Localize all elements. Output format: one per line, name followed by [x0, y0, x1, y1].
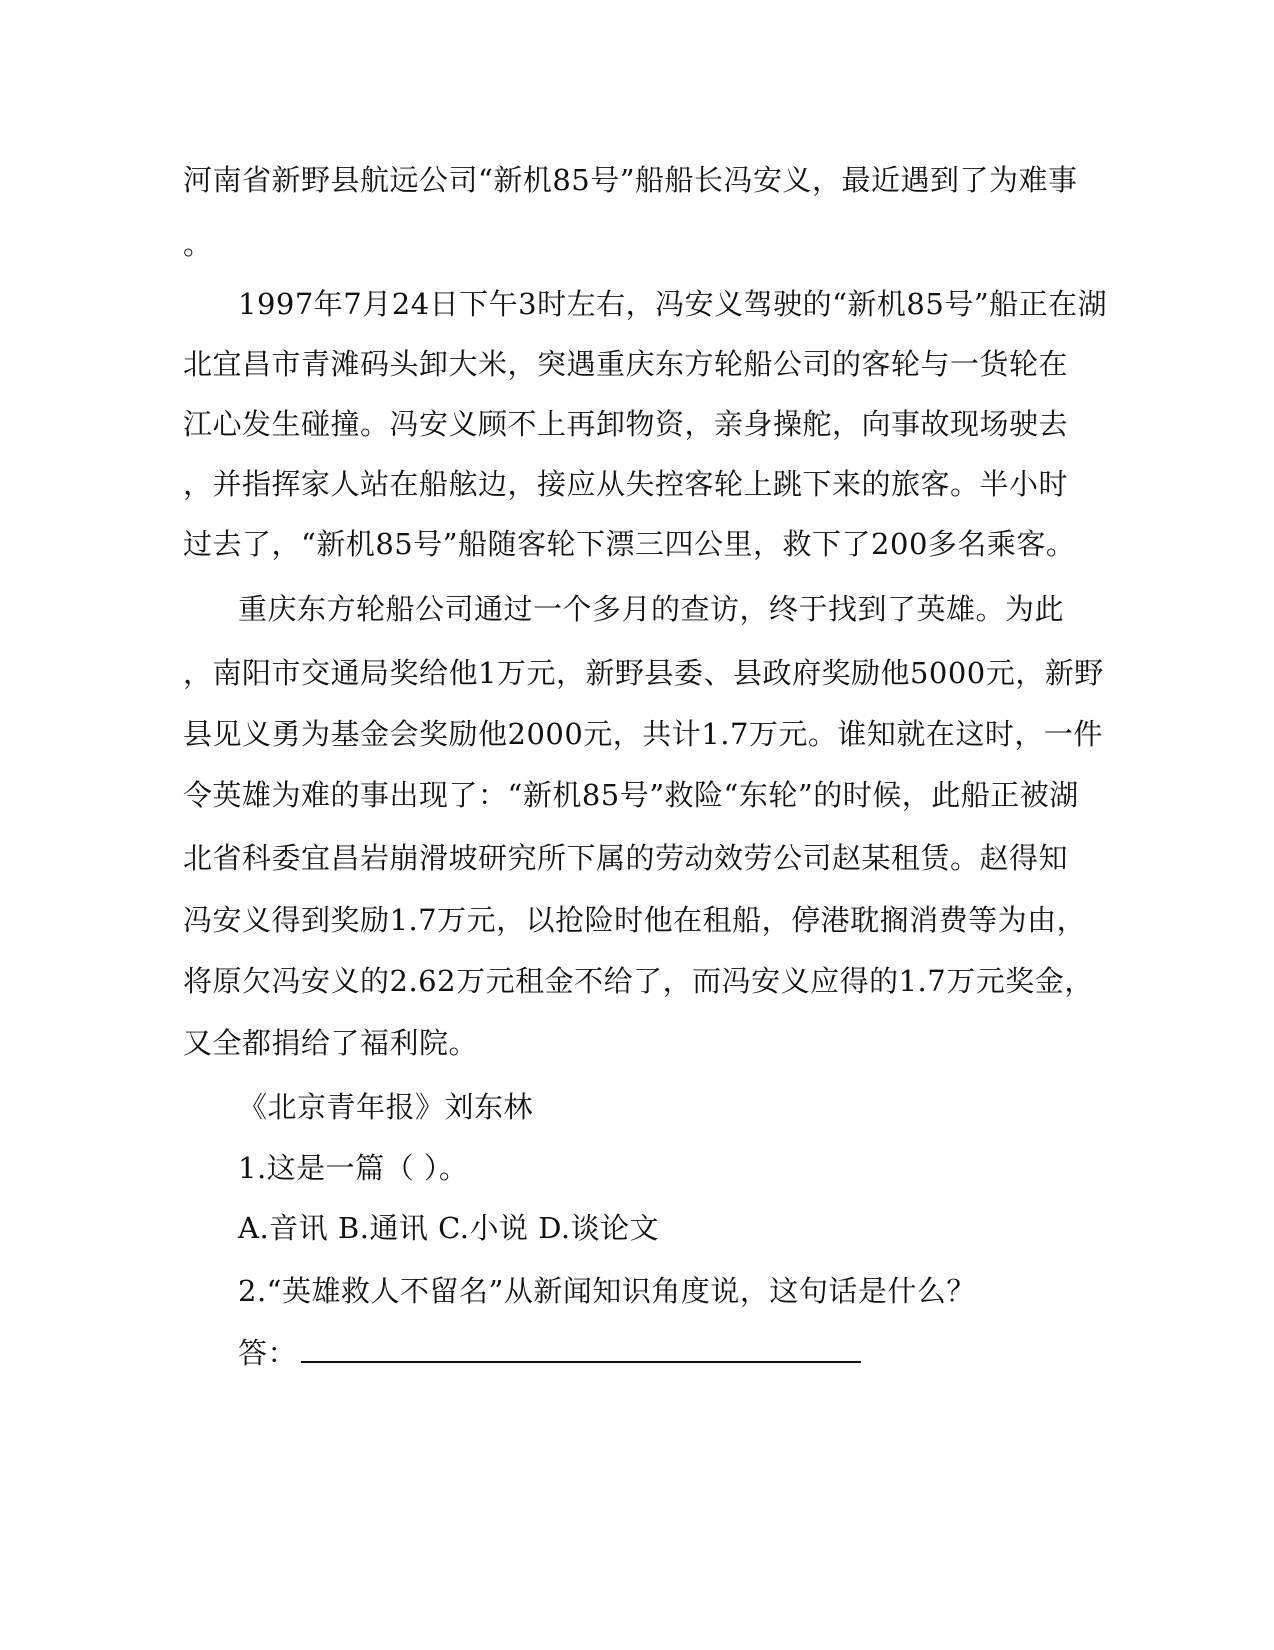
paragraph-3-line-5: 北省科委宜昌岩崩滑坡研究所下属的劳动效劳公司赵某租赁。赵得知 — [183, 841, 1069, 875]
paragraph-3-line-1: 重庆东方轮船公司通过一个多月的查访，终于找到了英雄。为此 — [238, 592, 1065, 626]
answer-label: 答： — [238, 1336, 298, 1370]
paragraph-2-line-4: ，并指挥家人站在船舷边，接应从失控客轮上跳下来的旅客。半小时 — [183, 467, 1069, 501]
paragraph-3-line-4: 令英雄为难的事出现了：“新机85号”救险“东轮”的时候，此船正被湖 — [183, 778, 1079, 812]
question-1: 1.这是一篇（ ）。 — [238, 1151, 469, 1185]
paragraph-2-line-5: 过去了，“新机85号”船随客轮下漂三四公里，救下了200多名乘客。 — [183, 527, 1076, 561]
question-2: 2.“英雄救人不留名”从新闻知识角度说，这句话是什么？ — [238, 1274, 976, 1308]
paragraph-2-line-3: 江心发生碰撞。冯安义顾不上再卸物资，亲身操舵，向事故现场驶去 — [183, 407, 1069, 441]
paragraph-1-line-1: 河南省新野县航远公司“新机85号”船船长冯安义，最近遇到了为难事 — [183, 163, 1078, 197]
question-1-options: A.音讯 B.通讯 C.小说 D.谈论文 — [238, 1211, 660, 1245]
paragraph-3-line-3: 县见义勇为基金会奖励他2000元，共计1.7万元。谁知就在这时，一件 — [183, 717, 1103, 751]
paragraph-3-line-2: ，南阳市交通局奖给他1万元，新野县委、县政府奖励他5000元，新野 — [183, 656, 1104, 690]
answer-blank — [301, 1335, 861, 1363]
paragraph-3-line-6: 冯安义得到奖励1.7万元，以抢险时他在租船，停港耽搁消费等为由， — [183, 903, 1087, 937]
source-attribution: 《北京青年报》刘东林 — [238, 1090, 534, 1124]
paragraph-1-line-2: 。 — [183, 227, 213, 261]
paragraph-3-line-8: 又全都捐给了福利院。 — [183, 1026, 479, 1060]
answer-line — [238, 1335, 861, 1371]
paragraph-3-line-7: 将原欠冯安义的2.62万元租金不给了，而冯安义应得的1.7万元奖金， — [183, 964, 1094, 998]
paragraph-2-line-1: 1997年7月24日下午3时左右，冯安义驾驶的“新机85号”船正在湖 — [238, 287, 1108, 321]
paragraph-2-line-2: 北宜昌市青滩码头卸大米，突遇重庆东方轮船公司的客轮与一货轮在 — [183, 347, 1069, 381]
